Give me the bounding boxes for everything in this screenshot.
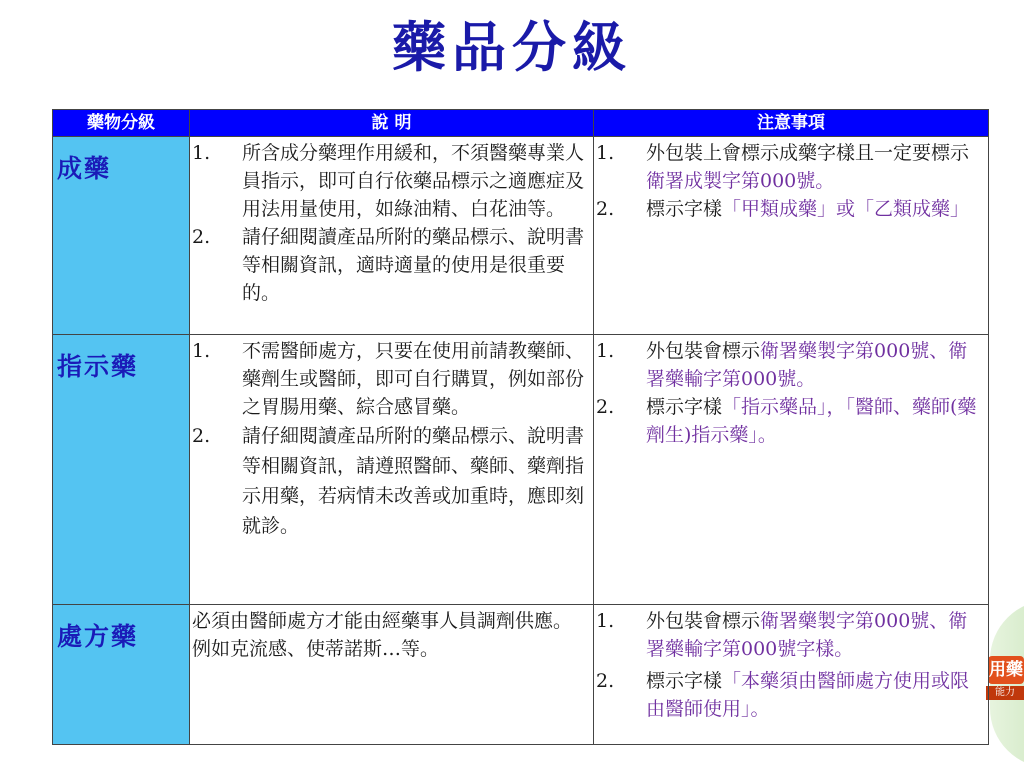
item-text: 外包裝會標示 xyxy=(646,610,761,632)
item-highlight: 「本藥須由醫師處方使用或限由醫師使用」。 xyxy=(646,670,970,720)
header-row xyxy=(53,110,989,137)
list-item xyxy=(596,139,982,195)
table-row xyxy=(53,605,989,745)
list-item xyxy=(596,667,982,723)
category-cell: 指示藥 xyxy=(53,335,190,605)
category-cell: 處方藥 xyxy=(53,605,190,745)
header-category: 藥物分級 xyxy=(53,110,190,137)
list-item xyxy=(192,139,587,223)
table-row xyxy=(53,335,989,605)
logo-badge-sub: 能力 xyxy=(986,686,1024,700)
item-number: 1. xyxy=(596,142,615,164)
item-text: 請仔細閱讀產品所附的藥品標示、說明書等相關資訊，請遵照醫師、藥師、藥劑指示用藥，若病情未改善或加重時，應即刻就診。 xyxy=(242,425,585,537)
item-text: 標示字樣 xyxy=(646,670,723,692)
page-title: 藥品分級 xyxy=(392,15,632,79)
item-number: 2. xyxy=(596,670,615,692)
item-number: 1. xyxy=(192,142,211,164)
item-number: 1. xyxy=(596,610,615,632)
item-highlight: 衛署成製字第000號。 xyxy=(646,170,835,192)
description-cell xyxy=(190,335,594,605)
header-notes: 注意事項 xyxy=(594,110,989,137)
item-text: 標示字樣 xyxy=(646,198,723,220)
item-highlight: 「甲類成藥」或「乙類成藥」 xyxy=(722,198,970,220)
list-item xyxy=(596,195,982,223)
item-text: 外包裝上會標示成藥字樣且一定要標示 xyxy=(646,142,970,164)
item-text: 標示字樣 xyxy=(646,396,723,418)
item-highlight: 「指示藥品」，「醫師、藥師(藥劑生)指示藥」。 xyxy=(646,396,977,446)
item-text: 必須由醫師處方才能由經藥事人員調劑供應。例如克流感、使蒂諾斯…等。 xyxy=(192,610,573,660)
item-highlight: 衛署藥製字第000號、衛署藥輸字第000號字樣。 xyxy=(646,610,968,660)
notes-cell xyxy=(594,335,989,605)
side-decoration xyxy=(990,600,1024,768)
item-number: 1. xyxy=(596,340,615,362)
item-text: 所含成分藥理作用緩和，不須醫藥專業人員指示，即可自行依藥品標示之適應症及用法用量使用，如綠油精、白花油等。 xyxy=(242,142,585,220)
list-item xyxy=(192,421,587,541)
list-item xyxy=(596,607,982,663)
category-cell: 成藥 xyxy=(53,137,190,335)
item-number: 2. xyxy=(192,226,211,248)
list-item xyxy=(192,337,587,421)
item-text: 外包裝會標示 xyxy=(646,340,761,362)
item-number: 2. xyxy=(596,198,615,220)
list-item xyxy=(596,393,982,449)
notes-cell xyxy=(594,137,989,335)
list-item xyxy=(596,337,982,393)
item-number: 2. xyxy=(596,396,615,418)
item-number: 2. xyxy=(192,425,211,447)
description-cell xyxy=(190,605,594,745)
logo-badge: 用藥 xyxy=(988,656,1024,684)
list-item xyxy=(192,223,587,307)
notes-cell xyxy=(594,605,989,745)
item-number: 1. xyxy=(192,340,211,362)
header-description: 說 明 xyxy=(190,110,594,137)
table-row xyxy=(53,137,989,335)
item-text: 請仔細閱讀產品所附的藥品標示、說明書等相關資訊，適時適量的使用是很重要的。 xyxy=(242,226,585,304)
drug-classification-table xyxy=(52,109,989,745)
item-highlight: 衛署藥製字第000號、衛署藥輸字第000號。 xyxy=(646,340,968,390)
description-cell xyxy=(190,137,594,335)
item-text: 不需醫師處方，只要在使用前請教藥師、藥劑生或醫師，即可自行購買，例如部份之胃腸用藥、綜合感冒藥。 xyxy=(242,340,585,418)
